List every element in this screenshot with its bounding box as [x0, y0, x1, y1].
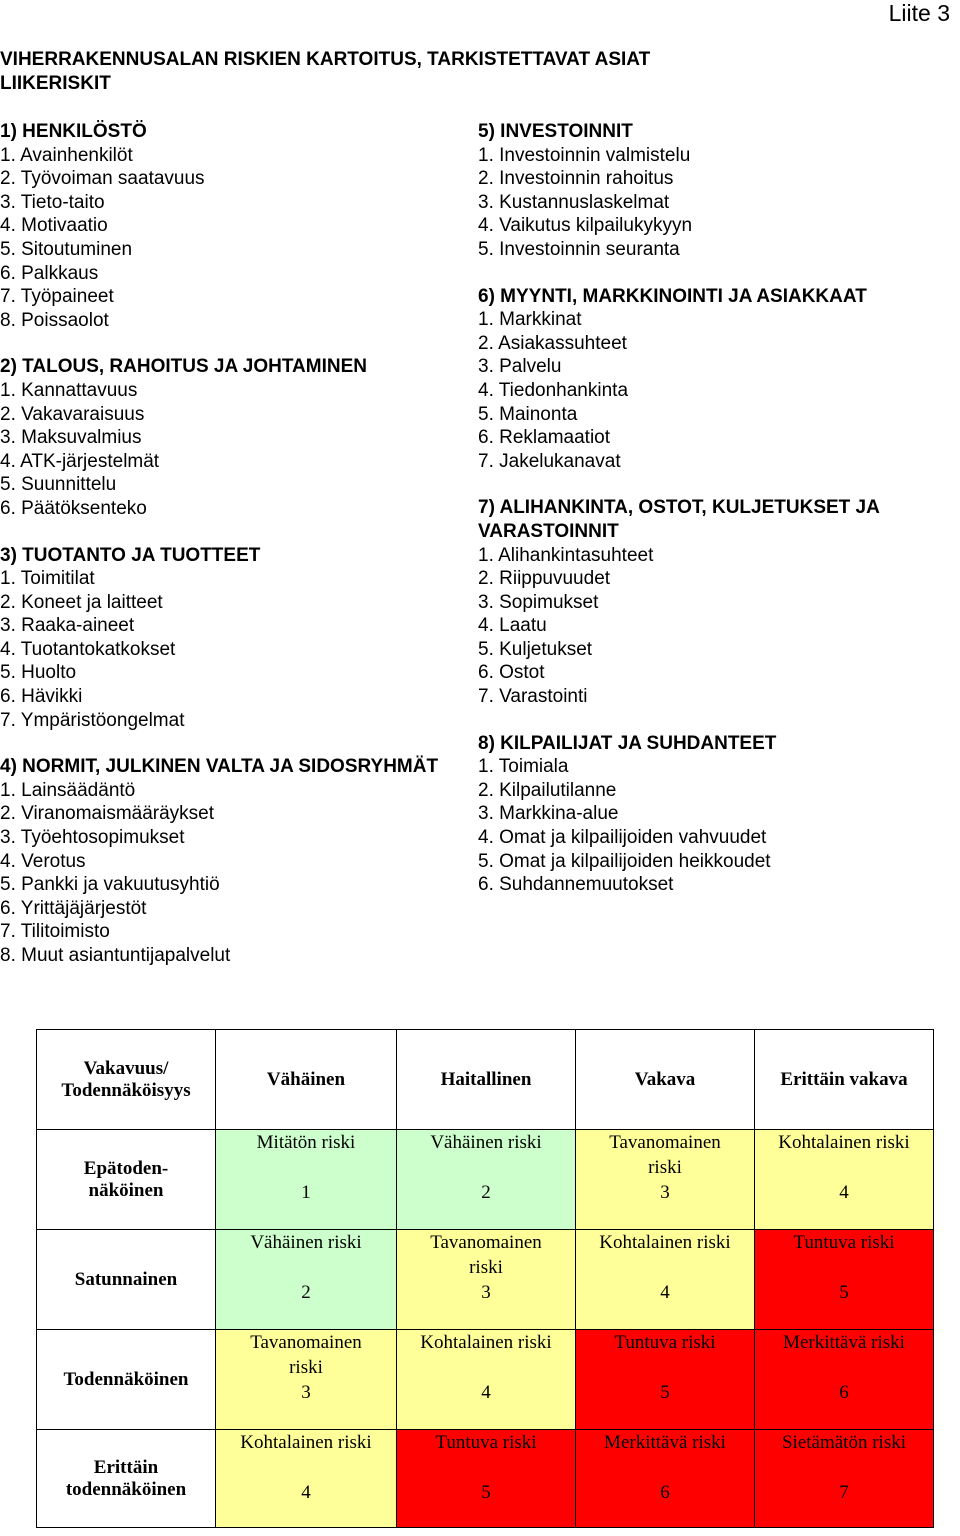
section-heading: 4) NORMIT, JULKINEN VALTA JA SIDOSRYHMÄT [0, 756, 439, 778]
matrix-corner-label: Vakavuus/ Todennäköisyys [37, 1030, 216, 1130]
risk-label: Sietämätön riski [781, 1432, 906, 1453]
right-section [478, 120, 948, 262]
list-item: 3. Tieto-taito [0, 191, 105, 213]
list-item: 5. Omat ja kilpailijoiden heikkoudet [478, 850, 771, 872]
list-item: 6. Hävikki [0, 686, 83, 708]
risk-value: 2 [301, 1282, 311, 1303]
list-item: 4. Omat ja kilpailijoiden vahvuudet [478, 827, 767, 849]
left-column [0, 120, 460, 991]
severity-header: Haitallinen [397, 1030, 576, 1130]
risk-value: 7 [839, 1482, 849, 1503]
risk-label: Tavanomainen riski [250, 1332, 362, 1378]
list-item: 7. Jakelukanavat [478, 450, 621, 472]
risk-spacer [397, 1455, 575, 1480]
risk-label: Kohtalainen riski [420, 1332, 552, 1353]
left-section [0, 544, 460, 733]
section-heading: 5) INVESTOINNIT [478, 121, 633, 142]
risk-label: Kohtalainen riski [778, 1132, 910, 1153]
list-item: 4. Tiedonhankinta [478, 379, 629, 401]
list-item: 1. Avainhenkilöt [0, 144, 133, 166]
left-section [0, 120, 460, 332]
list-item: 4. Tuotantokatkokset [0, 638, 176, 660]
list-item: 5. Pankki ja vakuutusyhtiö [0, 874, 220, 896]
list-item: 4. Laatu [478, 615, 547, 637]
list-item: 3. Palvelu [478, 356, 562, 378]
risk-value: 4 [481, 1382, 491, 1403]
risk-cell [755, 1430, 934, 1528]
left-section [0, 355, 460, 520]
risk-value: 6 [839, 1382, 849, 1403]
risk-cell [576, 1230, 755, 1330]
risk-value: 4 [839, 1182, 849, 1203]
risk-spacer [755, 1455, 933, 1480]
risk-value: 5 [839, 1282, 849, 1303]
matrix-row [37, 1430, 934, 1528]
right-column [478, 120, 948, 920]
list-item: 6. Ostot [478, 662, 545, 684]
list-item: 3. Kustannuslaskelmat [478, 191, 670, 213]
risk-value: 3 [301, 1382, 311, 1403]
risk-label: Merkittävä riski [783, 1332, 905, 1353]
risk-label: Mitätön riski [256, 1132, 356, 1153]
risk-label: Vähäinen riski [250, 1232, 362, 1253]
risk-spacer [216, 1255, 396, 1280]
section-heading: 2) TALOUS, RAHOITUS JA JOHTAMINEN [0, 356, 367, 378]
risk-label: Tavanomainen riski [609, 1132, 721, 1178]
risk-label: Tuntuva riski [435, 1432, 537, 1453]
risk-spacer [576, 1355, 754, 1380]
section-heading: 7) ALIHANKINTA, OSTOT, KULJETUKSET JA VARASTOINNIT [478, 497, 880, 542]
list-item: 3. Sopimukset [478, 591, 599, 613]
risk-cell [755, 1330, 934, 1430]
right-section [478, 496, 948, 708]
severity-header: Vähäinen [216, 1030, 397, 1130]
risk-cell [216, 1230, 397, 1330]
matrix-row [37, 1230, 934, 1330]
risk-label: Kohtalainen riski [240, 1432, 372, 1453]
severity-header: Vakava [576, 1030, 755, 1130]
list-item: 2. Asiakassuhteet [478, 332, 627, 354]
matrix-row [37, 1130, 934, 1230]
risk-cell [397, 1130, 576, 1230]
risk-spacer [216, 1155, 396, 1180]
risk-label: Tavanomainen riski [430, 1232, 542, 1278]
appendix-label: Liite 3 [888, 0, 950, 26]
severity-header: Erittäin vakava [755, 1030, 934, 1130]
risk-value: 3 [481, 1282, 491, 1303]
list-item: 2. Kilpailutilanne [478, 779, 617, 801]
list-item: 5. Sitoutuminen [0, 238, 133, 260]
list-item: 2. Riippuvuudet [478, 568, 611, 590]
risk-value: 4 [660, 1282, 670, 1303]
list-item: 1. Toimiala [478, 756, 569, 778]
list-item: 2. Työvoiman saatavuus [0, 168, 205, 190]
likelihood-label: Erittäin todennäköinen [37, 1430, 216, 1528]
matrix-row [37, 1330, 934, 1430]
list-item: 4. Vaikutus kilpailukykyyn [478, 215, 693, 237]
likelihood-label: Todennäköinen [37, 1330, 216, 1430]
list-item: 1. Alihankintasuhteet [478, 544, 654, 566]
section-heading: 1) HENKILÖSTÖ [0, 121, 147, 142]
list-item: 5. Mainonta [478, 403, 578, 425]
list-item: 6. Reklamaatiot [478, 427, 611, 449]
likelihood-label: Epätoden- näköinen [37, 1130, 216, 1230]
list-item: 1. Lainsäädäntö [0, 779, 136, 801]
list-item: 6. Yrittäjäjärjestöt [0, 897, 147, 919]
list-item: 7. Työpaineet [0, 286, 114, 308]
risk-label: Tuntuva riski [793, 1232, 895, 1253]
risk-value: 1 [301, 1182, 311, 1203]
risk-value: 5 [481, 1482, 491, 1503]
title-line-1: VIHERRAKENNUSALAN RISKIEN KARTOITUS, TARKISTETTAVAT ASIAT [0, 49, 651, 70]
list-item: 3. Maksuvalmius [0, 427, 142, 449]
likelihood-label: Satunnainen [37, 1230, 216, 1330]
list-item: 7. Ympäristöongelmat [0, 709, 185, 731]
list-item: 2. Koneet ja laitteet [0, 591, 163, 613]
risk-cell [576, 1430, 755, 1528]
risk-spacer [755, 1355, 933, 1380]
risk-cell [216, 1330, 397, 1430]
risk-label: Tuntuva riski [614, 1332, 716, 1353]
risk-spacer [755, 1255, 933, 1280]
risk-cell [216, 1130, 397, 1230]
list-item: 5. Suunnittelu [0, 474, 117, 496]
risk-spacer [397, 1355, 575, 1380]
right-section [478, 285, 948, 474]
list-item: 4. Motivaatio [0, 215, 108, 237]
list-item: 1. Kannattavuus [0, 379, 138, 401]
section-heading: 8) KILPAILIJAT JA SUHDANTEET [478, 732, 777, 754]
risk-cell [755, 1130, 934, 1230]
risk-matrix [36, 1029, 934, 1528]
document-title [0, 48, 650, 96]
list-item: 6. Päätöksenteko [0, 497, 147, 519]
risk-cell [397, 1430, 576, 1528]
risk-spacer [576, 1455, 754, 1480]
list-item: 2. Investoinnin rahoitus [478, 168, 674, 190]
section-heading: 3) TUOTANTO JA TUOTTEET [0, 544, 261, 566]
risk-cell [576, 1130, 755, 1230]
risk-label: Vähäinen riski [430, 1132, 542, 1153]
list-item: 5. Investoinnin seuranta [478, 238, 680, 260]
list-item: 5. Huolto [0, 662, 77, 684]
risk-spacer [216, 1455, 396, 1480]
list-item: 3. Markkina-alue [478, 803, 619, 825]
risk-cell [216, 1430, 397, 1528]
risk-value: 5 [660, 1382, 670, 1403]
list-item: 6. Suhdannemuutokset [478, 874, 674, 896]
list-item: 4. Verotus [0, 850, 86, 872]
list-item: 4. ATK-järjestelmät [0, 450, 160, 472]
list-item: 3. Raaka-aineet [0, 615, 135, 637]
risk-label: Merkittävä riski [604, 1432, 726, 1453]
matrix-header-row [37, 1030, 934, 1130]
list-item: 7. Varastointi [478, 686, 588, 708]
title-line-2: LIIKERISKIT [0, 73, 111, 94]
risk-cell [576, 1330, 755, 1430]
risk-spacer [576, 1255, 754, 1280]
risk-value: 3 [660, 1182, 670, 1203]
list-item: 1. Toimitilat [0, 568, 95, 590]
list-item: 7. Tilitoimisto [0, 921, 110, 943]
risk-cell [397, 1330, 576, 1430]
risk-value: 2 [481, 1182, 491, 1203]
list-item: 2. Vakavaraisuus [0, 403, 145, 425]
list-item: 8. Poissaolot [0, 309, 109, 331]
list-item: 8. Muut asiantuntijapalvelut [0, 945, 231, 966]
risk-spacer [397, 1155, 575, 1180]
risk-cell [755, 1230, 934, 1330]
list-item: 3. Työehtosopimukset [0, 827, 185, 849]
right-section [478, 732, 948, 897]
left-section [0, 755, 460, 967]
list-item: 1. Investoinnin valmistelu [478, 144, 691, 166]
risk-value: 6 [660, 1482, 670, 1503]
risk-cell [397, 1230, 576, 1330]
risk-label: Kohtalainen riski [599, 1232, 731, 1253]
risk-spacer [755, 1155, 933, 1180]
section-heading: 6) MYYNTI, MARKKINOINTI JA ASIAKKAAT [478, 285, 867, 307]
list-item: 5. Kuljetukset [478, 638, 593, 660]
list-item: 1. Markkinat [478, 309, 582, 331]
list-item: 2. Viranomaismääräykset [0, 803, 215, 825]
risk-value: 4 [301, 1482, 311, 1503]
list-item: 6. Palkkaus [0, 262, 99, 284]
